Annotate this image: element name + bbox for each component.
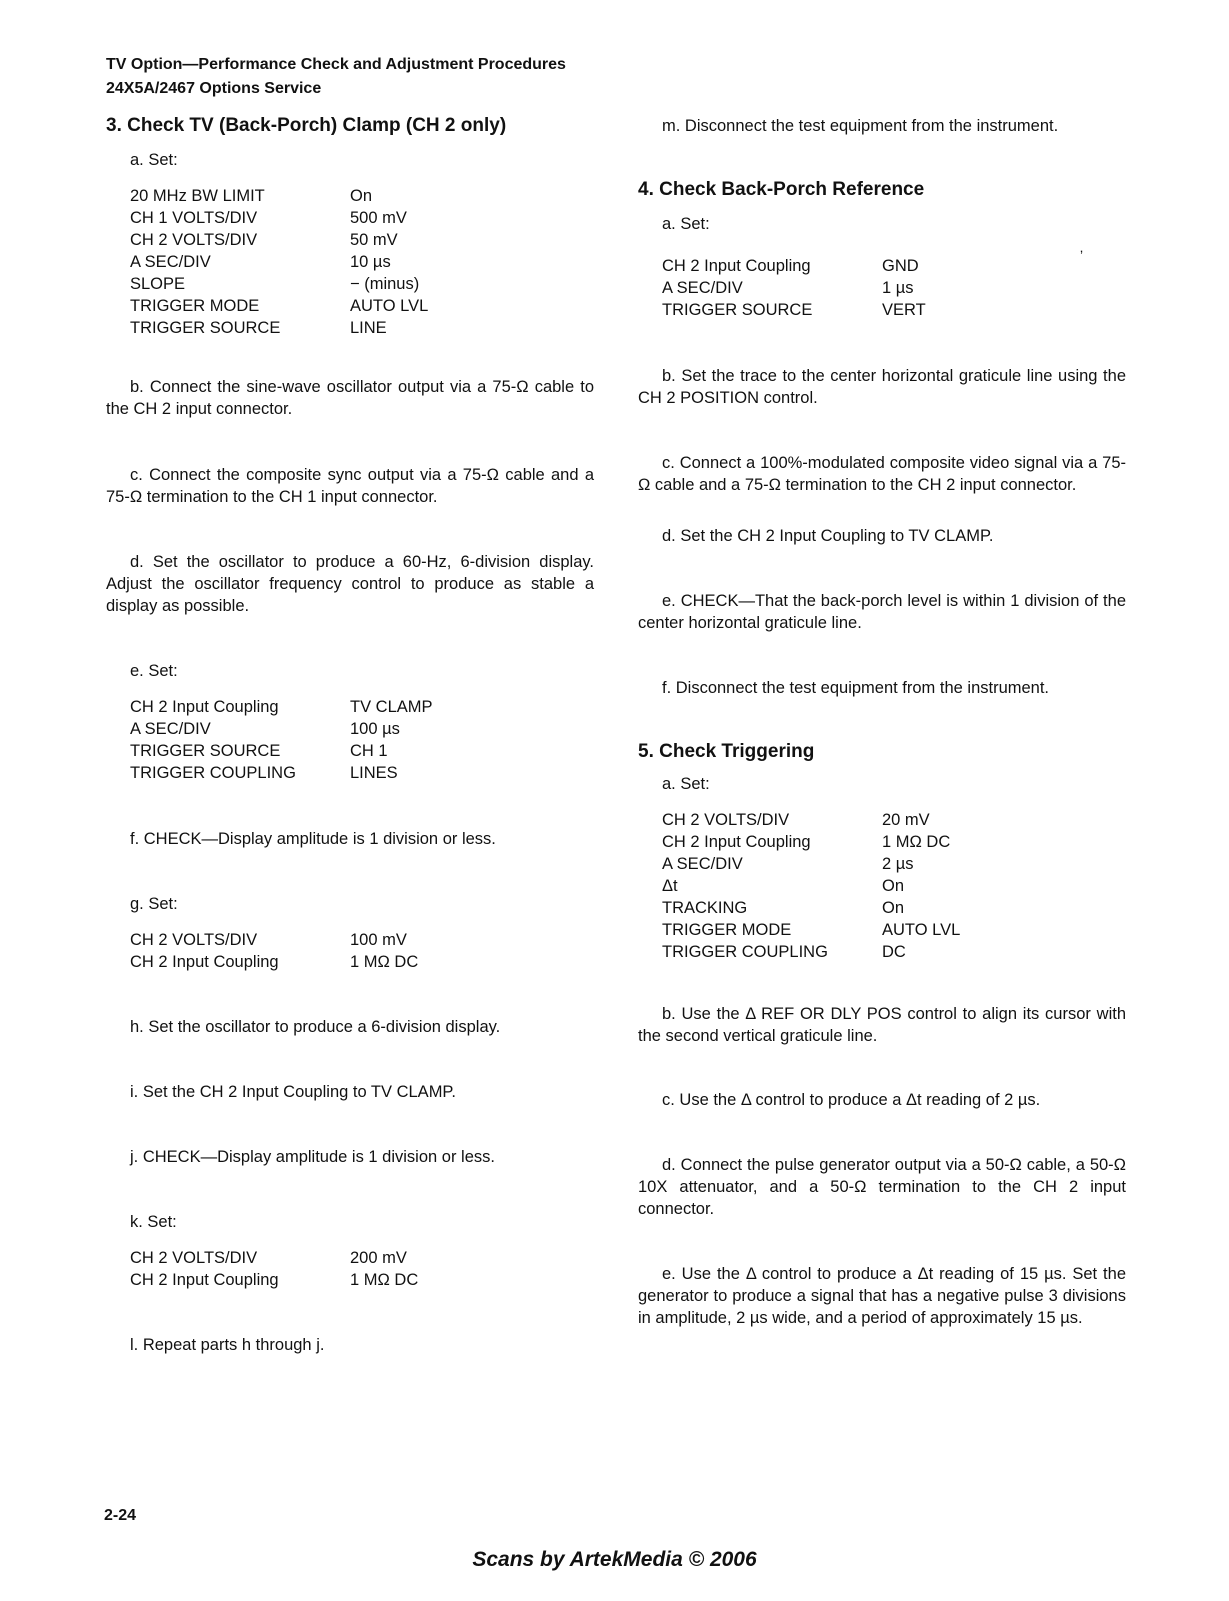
setting-name: TRIGGER SOURCE: [130, 319, 281, 337]
setting-value: On: [882, 877, 905, 895]
step-4a-label: a. Set:: [662, 215, 710, 233]
setting-name: A SEC/DIV: [662, 279, 743, 297]
setting-value: AUTO LVL: [350, 297, 429, 315]
step-5d: d. Connect the pulse generator output via a 50-Ω cable, a 50-Ω 10X attenuator, and a 50-Ω termination to the CH 2 input connector.: [638, 1156, 1126, 1218]
page-number: 2-24: [104, 1507, 137, 1524]
setting-row: [662, 831, 960, 853]
setting-name: CH 2 Input Coupling: [662, 257, 811, 275]
setting-row: [662, 853, 960, 875]
settings-3k: [130, 1247, 418, 1291]
page-header: [106, 53, 566, 101]
step-4b: b. Set the trace to the center horizontal graticule line using the CH 2 POSITION control.: [638, 367, 1126, 407]
step-4f: f. Disconnect the test equipment from the instrument.: [662, 679, 1050, 697]
setting-row: [662, 919, 960, 941]
setting-name: TRIGGER SOURCE: [130, 742, 281, 760]
setting-value: CH 1: [350, 742, 388, 760]
setting-name: A SEC/DIV: [130, 253, 211, 271]
setting-value: 500 mV: [350, 209, 407, 227]
settings-4a: [662, 255, 926, 321]
setting-row: [130, 951, 418, 973]
setting-name: TRIGGER COUPLING: [130, 764, 296, 782]
setting-value: 1 µs: [882, 279, 914, 297]
step-3a-label: a. Set:: [130, 151, 178, 169]
setting-row: [130, 1269, 418, 1291]
setting-value: GND: [882, 257, 919, 275]
setting-value: DC: [882, 943, 906, 961]
step-5e: e. Use the Δ control to produce a Δt reading of 15 µs. Set the generator to produce a signal that has a negative pulse 3 divisions in amplitude, 2 µs wide, and a period of approximately 15 µs.: [638, 1265, 1126, 1327]
setting-value: 100 mV: [350, 931, 407, 949]
setting-name: CH 1 VOLTS/DIV: [130, 209, 258, 227]
setting-name: CH 2 VOLTS/DIV: [662, 811, 790, 829]
step-3j: j. CHECK—Display amplitude is 1 division or less.: [130, 1148, 495, 1166]
setting-value: 1 MΩ DC: [350, 1271, 419, 1289]
setting-value: 2 µs: [882, 855, 914, 873]
step-4c: c. Connect a 100%-modulated composite video signal via a 75-Ω cable and a 75-Ω termination to the CH 2 input connector.: [638, 454, 1126, 494]
setting-row: [130, 317, 428, 339]
setting-value: On: [350, 187, 373, 205]
setting-name: CH 2 VOLTS/DIV: [130, 1249, 258, 1267]
right-column: [638, 113, 1126, 1329]
setting-row: [662, 941, 960, 963]
setting-row: [662, 875, 960, 897]
setting-row: [662, 299, 926, 321]
setting-row: [130, 229, 428, 251]
setting-value: − (minus): [350, 275, 420, 293]
step-3e-label: e. Set:: [130, 662, 178, 680]
setting-name: A SEC/DIV: [130, 720, 211, 738]
scan-credit: Scans by ArtekMedia © 2006: [472, 1548, 757, 1571]
setting-name: TRIGGER MODE: [662, 921, 792, 939]
setting-value: 50 mV: [350, 231, 398, 249]
setting-value: 100 µs: [350, 720, 400, 738]
setting-name: CH 2 VOLTS/DIV: [130, 231, 258, 249]
settings-5a: [662, 809, 960, 963]
step-3g-label: g. Set:: [130, 895, 178, 913]
setting-value: 200 mV: [350, 1249, 407, 1267]
settings-3a: [130, 185, 428, 339]
step-3i: i. Set the CH 2 Input Coupling to TV CLAMP.: [130, 1083, 456, 1101]
setting-row: [662, 897, 960, 919]
step-3k-label: k. Set:: [130, 1213, 177, 1231]
settings-3g: [130, 929, 418, 973]
step-3c: c. Connect the composite sync output via a 75-Ω cable and a 75-Ω termination to the CH 1 input connector.: [106, 466, 594, 506]
setting-row: [130, 718, 433, 740]
stray-mark: ʼ: [1080, 248, 1084, 264]
setting-row: [130, 295, 428, 317]
setting-name: Δt: [662, 877, 678, 895]
setting-name: CH 2 VOLTS/DIV: [130, 931, 258, 949]
setting-value: 1 MΩ DC: [350, 953, 419, 971]
setting-row: [130, 273, 428, 295]
setting-row: [130, 740, 433, 762]
step-3m: m. Disconnect the test equipment from the instrument.: [662, 117, 1059, 135]
step-5b: b. Use the Δ REF OR DLY POS control to align its cursor with the second vertical graticule line.: [638, 1005, 1126, 1045]
setting-row: [130, 696, 433, 718]
setting-name: 20 MHz BW LIMIT: [130, 187, 265, 205]
setting-row: [662, 277, 926, 299]
step-5c: c. Use the Δ control to produce a Δt reading of 2 µs.: [662, 1091, 1041, 1109]
step-3l: l. Repeat parts h through j.: [130, 1336, 325, 1354]
setting-value: AUTO LVL: [882, 921, 961, 939]
setting-row: [130, 1247, 418, 1269]
setting-name: A SEC/DIV: [662, 855, 743, 873]
setting-name: CH 2 Input Coupling: [130, 1271, 279, 1289]
step-3d: d. Set the oscillator to produce a 60-Hz, 6-division display. Adjust the oscillator frequency control to produce as stable a display as possible.: [106, 553, 594, 615]
section-3-heading: 3. Check TV (Back-Porch) Clamp (CH 2 only): [106, 115, 507, 136]
step-4d: d. Set the CH 2 Input Coupling to TV CLAMP.: [662, 527, 994, 545]
setting-name: TRACKING: [662, 899, 748, 917]
left-column: [106, 113, 594, 1356]
header-title: TV Option—Performance Check and Adjustment Procedures: [106, 56, 566, 73]
setting-name: SLOPE: [130, 275, 186, 293]
setting-name: CH 2 Input Coupling: [662, 833, 811, 851]
setting-value: 10 µs: [350, 253, 391, 271]
setting-row: [130, 929, 418, 951]
setting-value: 20 mV: [882, 811, 930, 829]
step-3f: f. CHECK—Display amplitude is 1 division or less.: [130, 830, 496, 848]
setting-value: LINE: [350, 319, 387, 337]
setting-name: TRIGGER SOURCE: [662, 301, 813, 319]
setting-name: TRIGGER MODE: [130, 297, 260, 315]
setting-value: TV CLAMP: [350, 698, 433, 716]
section-4-heading: 4. Check Back-Porch Reference: [638, 179, 925, 200]
step-5a-label: a. Set:: [662, 775, 710, 793]
section-5-heading: 5. Check Triggering: [638, 741, 815, 762]
setting-value: 1 MΩ DC: [882, 833, 951, 851]
setting-value: LINES: [350, 764, 398, 782]
step-4e: e. CHECK—That the back-porch level is within 1 division of the center horizontal graticule line.: [638, 592, 1126, 632]
setting-value: On: [882, 899, 905, 917]
setting-name: TRIGGER COUPLING: [662, 943, 828, 961]
setting-row: [130, 207, 428, 229]
setting-row: [130, 251, 428, 273]
setting-row: [662, 809, 960, 831]
setting-name: CH 2 Input Coupling: [130, 953, 279, 971]
setting-row: [662, 255, 926, 277]
setting-row: [130, 762, 433, 784]
settings-3e: [130, 696, 433, 784]
setting-value: VERT: [882, 301, 926, 319]
step-3h: h. Set the oscillator to produce a 6-division display.: [130, 1018, 501, 1036]
step-3b: b. Connect the sine-wave oscillator output via a 75-Ω cable to the CH 2 input connector.: [106, 378, 594, 418]
setting-row: [130, 185, 428, 207]
setting-name: CH 2 Input Coupling: [130, 698, 279, 716]
header-subtitle: 24X5A/2467 Options Service: [106, 80, 322, 97]
